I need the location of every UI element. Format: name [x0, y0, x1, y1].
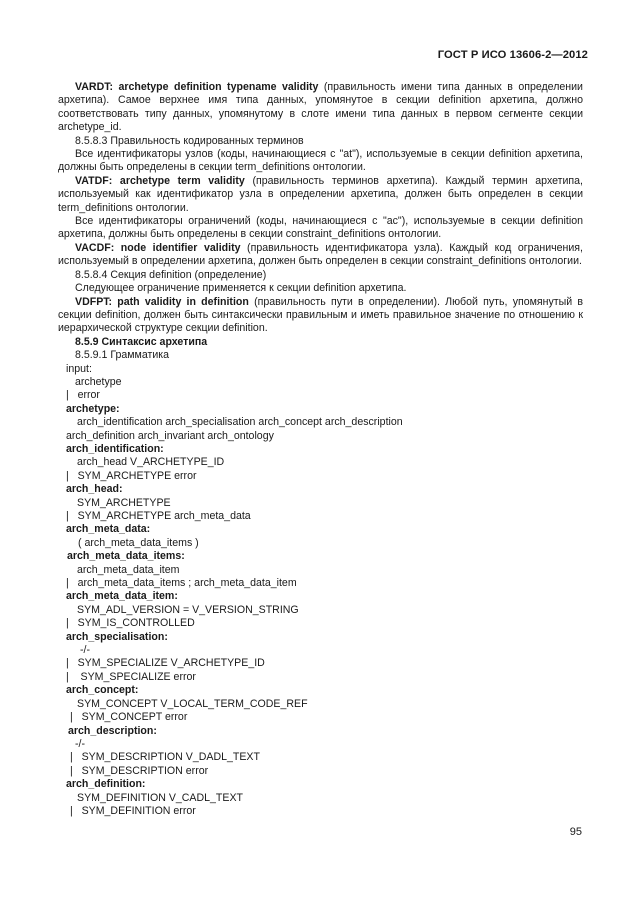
grammar-line: | SYM_DESCRIPTION V_DADL_TEXT	[70, 751, 260, 764]
grammar-rule-name: arch_head:	[66, 483, 123, 496]
rule-text: (правильность пути в определении). Любой путь, упомянутый в секции definition, должен быть синтаксически правильным и иметь правильное значение по отношению к иерархической структуре секции definition.	[58, 295, 584, 335]
grammar-line: -/-	[75, 737, 85, 750]
grammar-line: | SYM_IS_CONTROLLED	[66, 617, 195, 630]
rule-text: (правильность имени типа данных в определении архетипа). Самое верхнее имя типа данных, упомянутое в секции definition архетипа, должно соответствовать типу данных, упомянутому в слоте имени типа данных в первом сегменте секции archetype_id.	[58, 81, 583, 134]
grammar-line: ( arch_meta_data_items )	[78, 536, 199, 549]
grammar-line: SYM_DEFINITION V_CADL_TEXT	[77, 791, 244, 804]
document-header: ГОСТ Р ИСО 13606-2—2012	[437, 49, 588, 61]
grammar-line: arch_meta_data_item	[77, 563, 180, 576]
rule-code: VATDF: archetype term validity	[75, 174, 245, 187]
rule-vdfpt	[58, 296, 583, 336]
paragraph: Следующее ограничение применяется к секции definition архетипа.	[75, 282, 407, 295]
grammar-block	[58, 363, 583, 819]
rule-text: (правильность идентификатора узла). Каждый код ограничения, используемый в определении архетипа, должен быть определен в секции constraint_definitions онтологии.	[58, 241, 583, 268]
page-number: 95	[569, 826, 582, 838]
grammar-rule-name: arch_meta_data_item:	[66, 590, 178, 603]
grammar-rule-name: archetype:	[66, 402, 120, 415]
grammar-line: arch_identification arch_specialisation arch_concept arch_description	[77, 416, 403, 429]
grammar-line: | SYM_SPECIALIZE V_ARCHETYPE_ID	[66, 657, 265, 670]
grammar-line: | SYM_DESCRIPTION error	[70, 764, 209, 777]
rule-vatdf	[58, 175, 583, 215]
page-content	[58, 81, 583, 818]
grammar-line: | SYM_CONCEPT error	[70, 711, 188, 724]
section-heading-8-5-8-4: 8.5.8.4 Секция definition (определение)	[75, 268, 267, 281]
paragraph: Все идентификаторы узлов (коды, начинающиеся с "at"), используемые в секции definition архетипа, должны быть определены в секции term_definitions онтологии.	[58, 148, 583, 174]
grammar-line: | SYM_SPECIALIZE error	[66, 670, 196, 683]
grammar-rule-name: arch_specialisation:	[66, 630, 168, 643]
rule-code: VARDT: archetype definition typename validity	[75, 81, 319, 93]
grammar-line: | SYM_ARCHETYPE error	[66, 469, 197, 482]
rule-text: (правильность терминов архетипа). Каждый термин архетипа, используемый как идентификатор узла в определении архетипа, должен быть определен в секции term_definitions онтологии.	[58, 174, 583, 214]
rule-code: VACDF: node identifier validity	[75, 241, 241, 254]
rule-vacdf	[58, 242, 583, 269]
section-heading-8-5-8-3: 8.5.8.3 Правильность кодированных терминов	[75, 134, 304, 147]
grammar-line: SYM_ARCHETYPE	[77, 496, 171, 509]
grammar-rule-name: arch_concept:	[66, 684, 139, 697]
rule-vardt	[58, 81, 583, 135]
grammar-line: archetype	[75, 375, 122, 388]
grammar-rule-name: arch_definition:	[66, 778, 146, 791]
grammar-line: | arch_meta_data_items ; arch_meta_data_item	[66, 577, 297, 590]
grammar-line: | SYM_ARCHETYPE arch_meta_data	[66, 510, 251, 522]
grammar-line: | SYM_DEFINITION error	[70, 804, 196, 817]
rule-code: VDFPT: path validity in definition	[75, 295, 249, 308]
grammar-line: arch_head V_ARCHETYPE_ID	[77, 456, 225, 469]
paragraph: Все идентификаторы ограничений (коды, начинающиеся с "ac"), используемые в секции definition архетипа, должны быть определены в секции constraint_definitions онтологии.	[58, 215, 583, 241]
grammar-line: | error	[66, 389, 100, 402]
grammar-line: SYM_CONCEPT V_LOCAL_TERM_CODE_REF	[77, 697, 308, 710]
grammar-line: SYM_ADL_VERSION = V_VERSION_STRING	[77, 603, 299, 616]
section-heading-8-5-9-1: 8.5.9.1 Грамматика	[75, 349, 170, 362]
grammar-rule-name: arch_meta_data_items:	[67, 550, 185, 563]
grammar-line: arch_definition arch_invariant arch_ontology	[66, 429, 274, 442]
grammar-rule-name: arch_identification:	[66, 442, 164, 455]
grammar-line: -/-	[80, 644, 90, 657]
grammar-line: input:	[66, 362, 92, 375]
grammar-rule-name: arch_description:	[68, 724, 157, 737]
grammar-rule-name: arch_meta_data:	[66, 523, 151, 536]
section-heading-8-5-9: 8.5.9 Синтаксис архетипа	[75, 335, 208, 348]
